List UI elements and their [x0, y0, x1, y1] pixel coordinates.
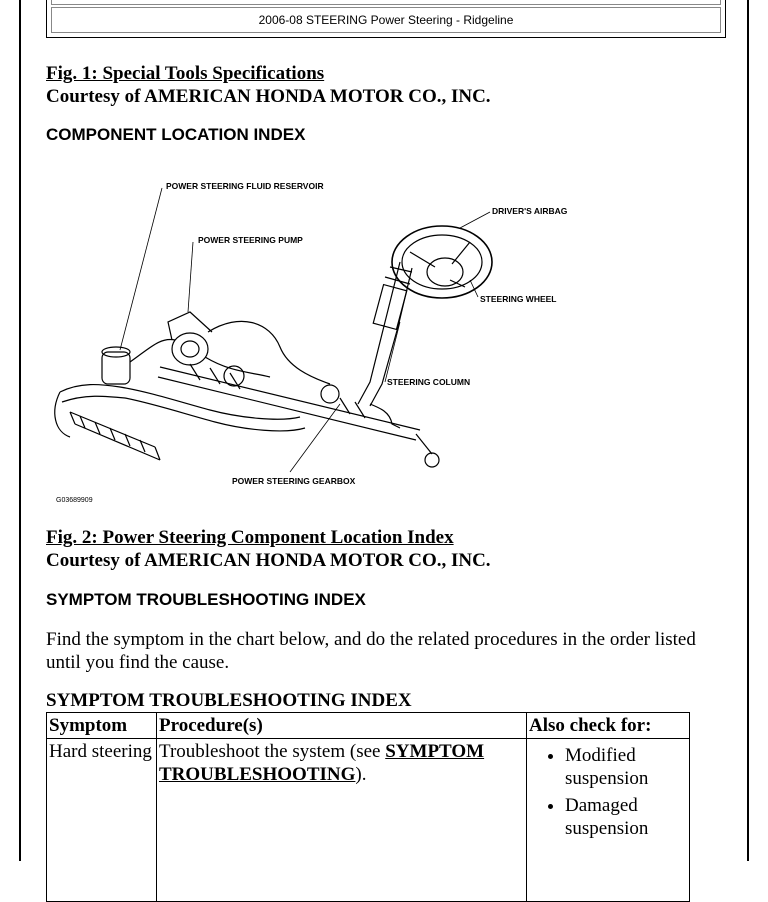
- header-top-cell: [51, 0, 721, 5]
- fig2-credit: Courtesy of AMERICAN HONDA MOTOR CO., INC.: [46, 550, 491, 571]
- label-gearbox: POWER STEERING GEARBOX: [232, 476, 356, 486]
- fig1-title: Fig. 1: Special Tools Specifications: [46, 63, 325, 84]
- fig2-title: Fig. 2: Power Steering Component Location Index: [46, 527, 454, 548]
- cell-symptom: Hard steering: [47, 739, 157, 902]
- symptom-troubleshooting-link[interactable]: SYMPTOM TROUBLESHOOTING: [159, 741, 485, 785]
- symptom-section-heading: SYMPTOM TROUBLESHOOTING INDEX: [46, 590, 366, 609]
- header-also-check: Also check for:: [527, 713, 690, 739]
- figure-code: G03689909: [56, 497, 93, 504]
- component-location-heading: COMPONENT LOCATION INDEX: [46, 125, 306, 144]
- procedure-prefix: Troubleshoot the system (see: [159, 741, 386, 762]
- label-steering-column: STEERING COLUMN: [387, 377, 471, 387]
- header-title: 2006-08 STEERING Power Steering - Ridgeline: [51, 7, 721, 33]
- label-fluid-reservoir: POWER STEERING FLUID RESERVOIR: [166, 181, 324, 191]
- symptom-table: [46, 712, 690, 902]
- table-row: [47, 739, 690, 902]
- label-steering-wheel: STEERING WHEEL: [480, 294, 557, 304]
- page-border-left: [19, 0, 21, 861]
- page-border-right: [747, 0, 749, 861]
- diagram-drawing: [55, 226, 492, 467]
- header-symptom: Symptom: [47, 713, 157, 739]
- label-pump: POWER STEERING PUMP: [198, 235, 303, 245]
- cell-procedure: [157, 739, 527, 902]
- fig1-credit: Courtesy of AMERICAN HONDA MOTOR CO., INC.: [46, 86, 491, 107]
- cell-also-check: [527, 739, 690, 902]
- label-drivers-airbag: DRIVER'S AIRBAG: [492, 206, 568, 216]
- also-check-list: [529, 744, 687, 840]
- header-procedure: Procedure(s): [157, 713, 527, 739]
- symptom-table-title: SYMPTOM TROUBLESHOOTING INDEX: [46, 690, 412, 711]
- page-header: [46, 0, 726, 38]
- power-steering-diagram: [40, 172, 600, 512]
- fig1-caption: [46, 62, 491, 108]
- leader-lines: [120, 188, 490, 472]
- list-item: • Modified suspension: [565, 744, 687, 790]
- procedure-suffix: ).: [355, 764, 367, 785]
- symptom-intro: Find the symptom in the chart below, and do the related procedures in the order listed until you find the cause.: [46, 629, 696, 673]
- list-item: • Damaged suspension: [565, 794, 687, 840]
- table-header-row: [47, 713, 690, 739]
- fig2-caption: [46, 526, 491, 572]
